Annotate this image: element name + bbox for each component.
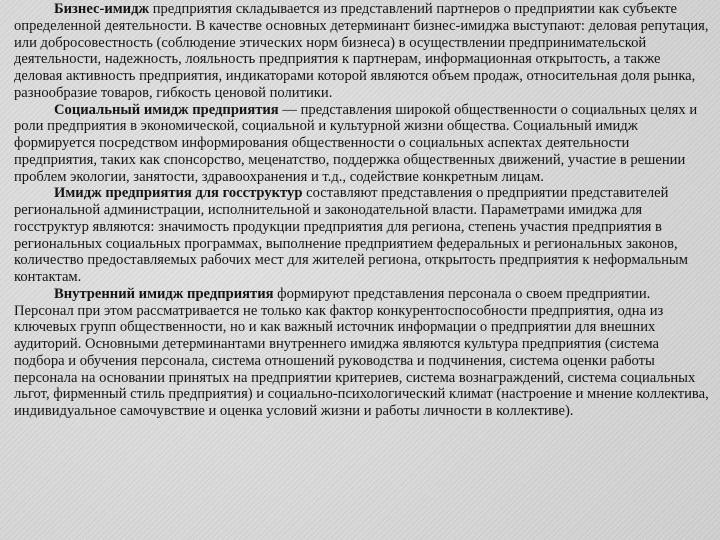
- term-social-image: Социальный имидж предприятия: [54, 101, 279, 118]
- term-business-image: Бизнес-имидж: [54, 1, 150, 17]
- paragraph-business-image: [14, 1, 712, 102]
- paragraph-social-image-text: — представления широкой общественности о социальных целях и роли предприятия в экономической, социальной и культурной жизни общества. Социальный имидж формируется посредством информирования общественности о социальных аспектах деятельности предприятия, таких как спонсорство, меценатство, поддержка общественных движений, участие в решении проблем экологии, занятости, здравоохранения и т.д., содействие конкретным лицам.: [14, 101, 698, 185]
- paragraph-internal-image: [14, 286, 712, 420]
- term-internal-image: Внутренний имидж предприятия: [54, 285, 274, 302]
- term-government-image: Имидж предприятия для госструктур: [54, 185, 303, 202]
- paragraph-government-image-text: составляют представления о предприятии представителей региональной администрации, исполнительной и законодательной власти. Параметрами имиджа для госструктур являются: значимость продукции предприятия для региона, степень участия предприятия в региональных социальных программах, выполнение предприятием федеральных и региональных законов, количество предоставляемых рабочих мест для жителей региона, открытость предприятия к неформальным контактам.: [14, 185, 688, 285]
- paragraph-business-image-text: предприятия складывается из представлений партнеров о предприятии как субъекте определенной деятельности. В качестве основных детерминант бизнес-имиджа выступают: деловая репутация, или добросовестность (соблюдение этических норм бизнеса) в осуществлении предпринимательской деятельности, надежность, лояльность предприятия к партнерам, информационная открытость, а также деловая активность предприятия, индикаторами которой являются объем продаж, относительная доля рынка, разнообразие товаров, гибкость ценовой политики.: [14, 1, 709, 101]
- paragraph-internal-image-text: формируют представления персонала о своем предприятии. Персонал при этом рассматривается не только как фактор конкурентоспособности предприятия, одна из ключевых групп общественности, но и как важный источник информации о предприятии для внешних аудиторий. Основными детерминантами внутреннего имиджа являются культура предприятия (система подбора и обучения персонала, система отношений руководства и подчинения, система оценки работы персонала на основании принятых на предприятии критериев, система вознаграждений, система социальных льгот, фирменный стиль предприятия) и социально-психологический климат (настроение и мнение коллектива, индивидуальное самочувствие и оценка условий жизни и работы личности в коллективе).: [14, 285, 709, 419]
- paragraph-government-image: [14, 185, 712, 286]
- paragraph-social-image: [14, 102, 712, 186]
